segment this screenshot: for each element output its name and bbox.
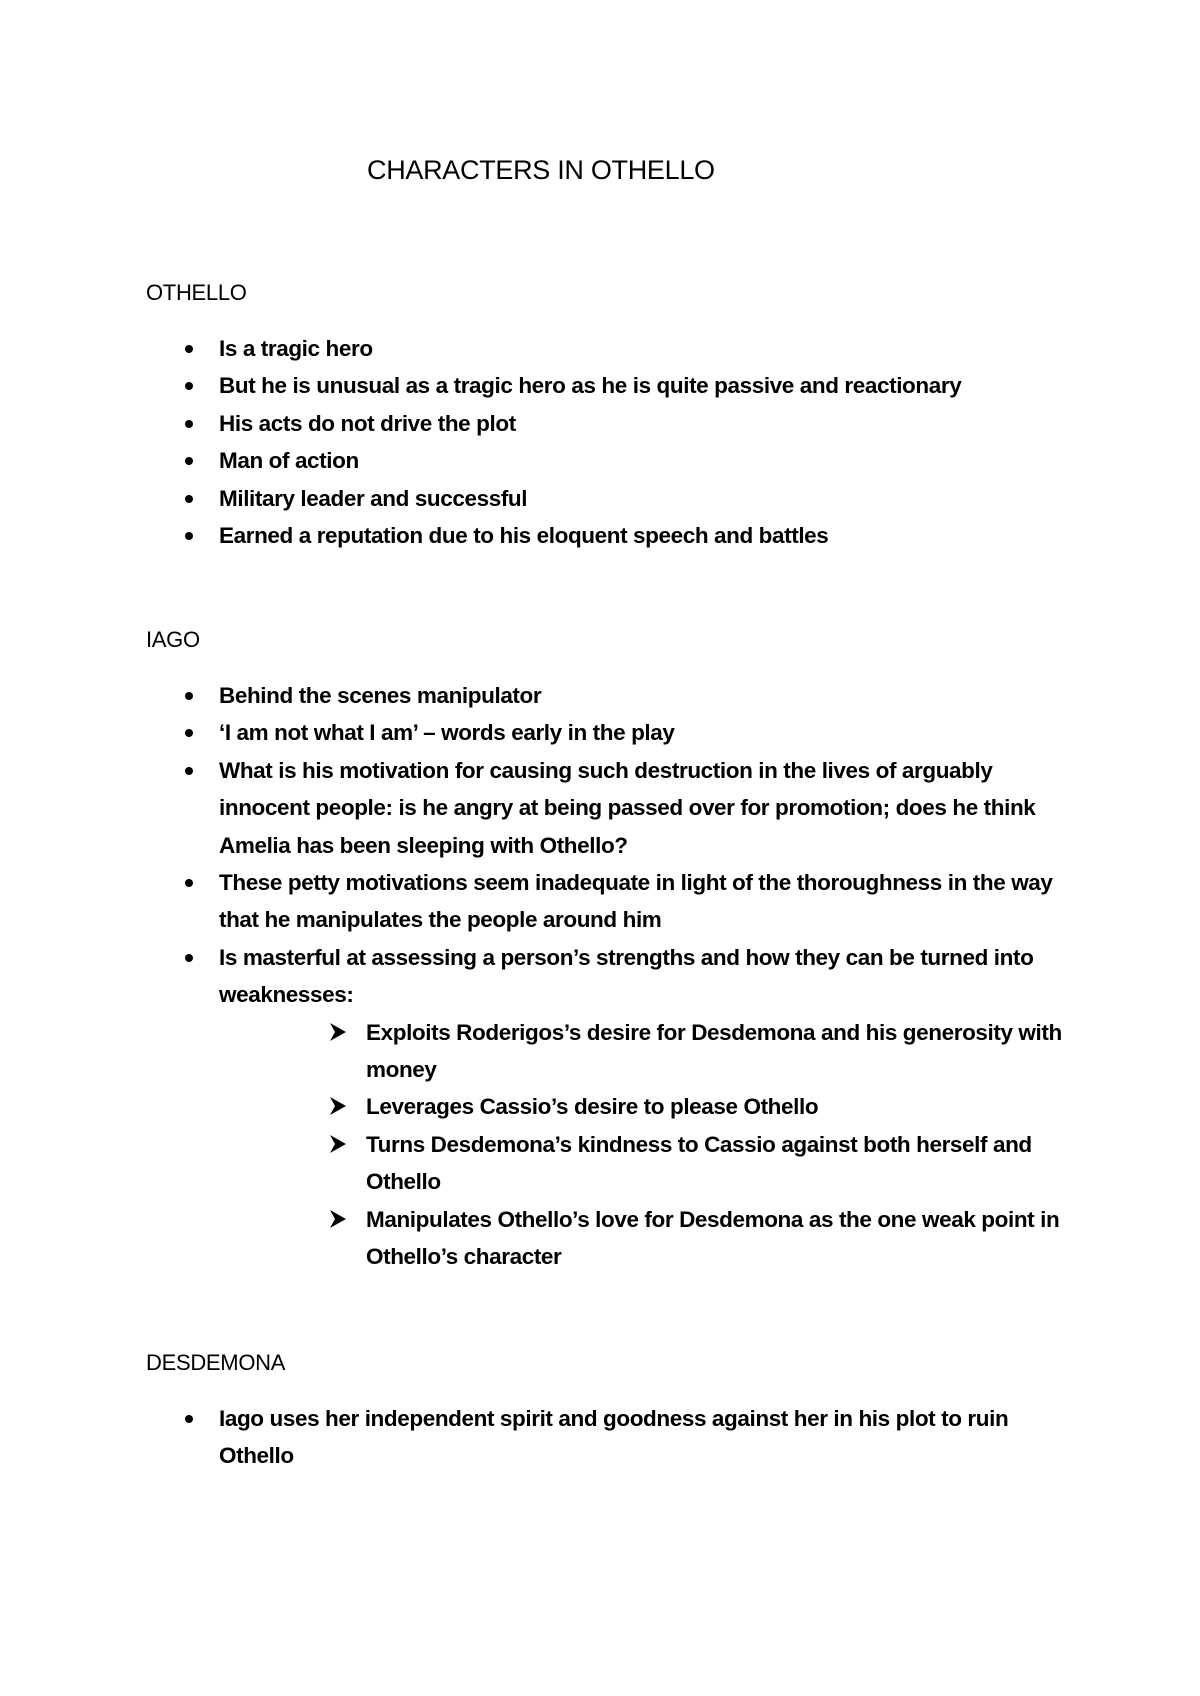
- bullet-icon: [185, 729, 193, 737]
- bullet-icon: [185, 767, 193, 775]
- list-item: These petty motivations seem inadequate in light of the thoroughness in the way that he manipulates the people around him: [0, 864, 1069, 939]
- bullet-icon: [185, 1415, 193, 1423]
- arrowhead-bullet-icon: [328, 1209, 348, 1229]
- list-item: Is a tragic hero: [0, 330, 1069, 367]
- iago-bullet-list: [0, 677, 1069, 1276]
- bullet-icon: [185, 420, 193, 428]
- arrowhead-bullet-icon: [328, 1022, 348, 1042]
- list-item: Behind the scenes manipulator: [0, 677, 1069, 714]
- document-title: CHARACTERS IN OTHELLO: [367, 155, 715, 185]
- list-item: Man of action: [0, 442, 1069, 479]
- bullet-icon: [185, 382, 193, 390]
- section-heading-iago: IAGO: [146, 627, 200, 652]
- list-item: Iago uses her independent spirit and goodness against her in his plot to ruin Othello: [0, 1400, 1069, 1475]
- bullet-icon: [185, 345, 193, 353]
- iago-sub-bullet-list: [219, 1014, 1069, 1276]
- bullet-icon: [185, 532, 193, 540]
- sub-list-item: Manipulates Othello’s love for Desdemona as the one weak point in Othello’s character: [366, 1201, 1076, 1276]
- bullet-icon: [185, 457, 193, 465]
- bullet-icon: [185, 954, 193, 962]
- list-item: Military leader and successful: [0, 480, 1069, 517]
- list-item: His acts do not drive the plot: [0, 405, 1069, 442]
- list-item: Earned a reputation due to his eloquent speech and battles: [0, 517, 1069, 554]
- list-item: But he is unusual as a tragic hero as he is quite passive and reactionary: [0, 367, 1069, 404]
- list-item: Is masterful at assessing a person’s strengths and how they can be turned into weaknesses: Exploits Roderigos’s desire for Desdemona and his generosity with money Leverages Cassio’s desire to please Othello Turns Desdemona’s kindness to Cassio against both herself and Othello Manipulates Othello’s love for Desdemona as the one weak point in Othello’s character: [0, 939, 1069, 1276]
- bullet-icon: [185, 495, 193, 503]
- sub-list-item: Leverages Cassio’s desire to please Othello: [366, 1088, 1076, 1125]
- bullet-icon: [185, 692, 193, 700]
- section-heading-desdemona: DESDEMONA: [146, 1350, 286, 1375]
- sub-list-item: Turns Desdemona’s kindness to Cassio against both herself and Othello: [366, 1126, 1076, 1201]
- list-item: What is his motivation for causing such destruction in the lives of arguably innocent people: is he angry at being passed over for promotion; does he think Amelia has been sleeping with Othello?: [0, 752, 1069, 864]
- arrowhead-bullet-icon: [328, 1134, 348, 1154]
- desdemona-bullet-list: [0, 1400, 1069, 1475]
- list-item: ‘I am not what I am’ – words early in the play: [0, 714, 1069, 751]
- bullet-icon: [185, 879, 193, 887]
- section-heading-othello: OTHELLO: [146, 280, 247, 305]
- sub-list-item: Exploits Roderigos’s desire for Desdemona and his generosity with money: [366, 1014, 1076, 1089]
- othello-bullet-list: [0, 330, 1069, 554]
- arrowhead-bullet-icon: [328, 1096, 348, 1116]
